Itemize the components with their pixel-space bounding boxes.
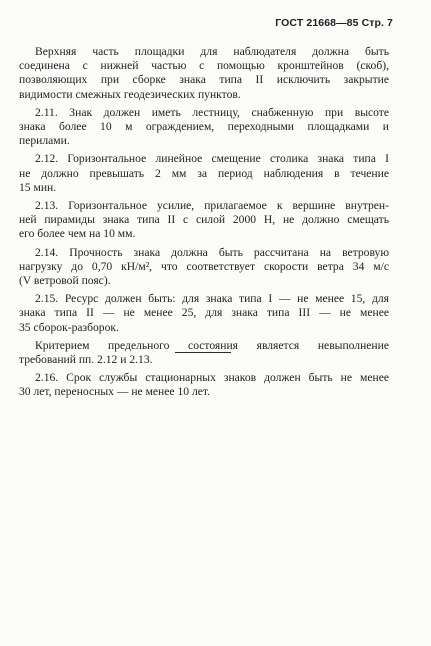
paragraph-observer-platform — [19, 45, 389, 102]
end-divider — [175, 352, 231, 353]
text-line: 15 мин. — [19, 180, 57, 194]
text-line: 2.14. Прочность знака должна быть рассчитана на ветровую — [35, 245, 389, 259]
text-line: его более чем на 10 мм. — [19, 227, 136, 241]
text-line: Верхняя часть площадки для наблюдателя должна быть — [35, 45, 389, 58]
text-line: знака типа II — не менее 25, для знака типа III — не менее — [19, 306, 389, 320]
text-line: Критерием предельного состояния является невыполнение — [35, 338, 389, 352]
paragraph-2-14 — [19, 246, 389, 289]
text-line: 30 лет, переносных — не менее 10 лет. — [19, 385, 210, 399]
text-line: 35 сборок-разборок. — [19, 320, 119, 334]
text-line: видимости смежных геодезических пунктов. — [19, 87, 241, 101]
text-line: знака более 10 м ограждением, переходными площадками и — [19, 120, 389, 134]
body-text — [19, 45, 389, 404]
text-line: ней пирамиды знака типа II с силой 2000 Н, не должно смещать — [19, 213, 389, 227]
paragraph-2-12 — [19, 152, 389, 195]
paragraph-2-16 — [19, 371, 389, 399]
text-line: 2.13. Горизонтальное усилие, прилагаемое к вершине внутрен- — [35, 199, 389, 213]
paragraph-2-15 — [19, 292, 389, 335]
text-line: 2.11. Знак должен иметь лестницу, снабженную при высоте — [35, 105, 389, 119]
text-line: требований пп. 2.12 и 2.13. — [19, 353, 153, 367]
text-line: позволяющих при сборке знака типа II исключить закрытие — [19, 73, 389, 87]
paragraph-2-11 — [19, 106, 389, 149]
text-line: (V ветровой пояс). — [19, 274, 111, 288]
text-line: 2.15. Ресурс должен быть: для знака типа I — не менее 15, для — [35, 292, 389, 306]
text-line: не должно превышать 2 мм за период наблюдения в течение — [19, 166, 389, 180]
page-header: ГОСТ 21668—85 Стр. 7 — [275, 17, 393, 29]
paragraph-2-13 — [19, 199, 389, 242]
text-line: нагрузку до 0,70 кН/м², что соответствует скорости ветра 34 м/с — [19, 259, 389, 273]
text-line: перилами. — [19, 134, 70, 148]
text-line: соединена с нижней частью с помощью кронштейнов (скоб), — [19, 59, 389, 73]
text-line: 2.12. Горизонтальное линейное смещение столика знака типа I — [35, 152, 389, 166]
text-line: 2.16. Срок службы стационарных знаков должен быть не менее — [35, 371, 389, 385]
paragraph-limit-state-criterion — [19, 339, 389, 367]
